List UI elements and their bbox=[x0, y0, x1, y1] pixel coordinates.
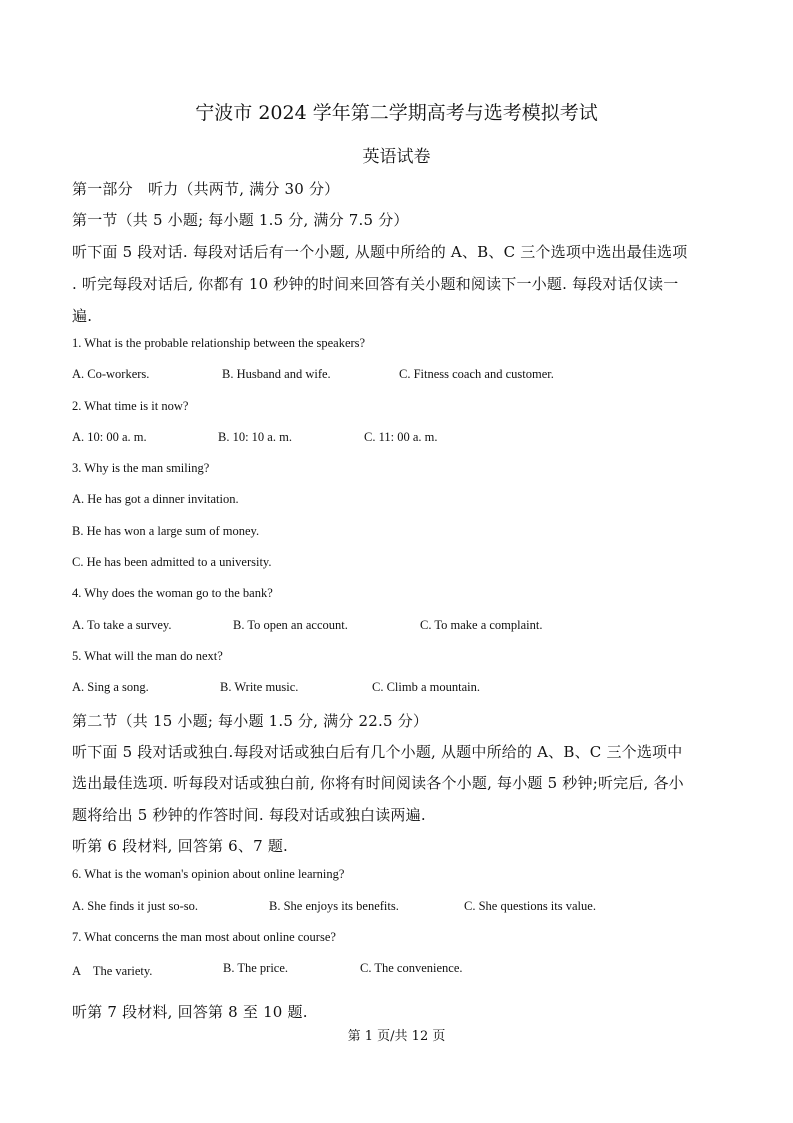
question-6: 6. What is the woman's opinion about online learning? bbox=[72, 867, 345, 881]
section1-heading: 第一节（共 5 小题; 每小题 1.5 分, 满分 7.5 分） bbox=[72, 211, 409, 229]
material-6-instruction: 听第 6 段材料, 回答第 6、7 题. bbox=[72, 837, 289, 855]
exam-title: 宁波市 2024 学年第二学期高考与选考模拟考试 bbox=[195, 102, 598, 124]
question-4: 4. Why does the woman go to the bank? bbox=[72, 586, 273, 600]
q6-option-b: B. She enjoys its benefits. bbox=[269, 899, 399, 913]
q4-option-b: B. To open an account. bbox=[233, 618, 348, 632]
q2-option-a: A. 10: 00 a. m. bbox=[72, 430, 147, 444]
question-7: 7. What concerns the man most about online course? bbox=[72, 930, 336, 944]
q1-option-c: C. Fitness coach and customer. bbox=[399, 367, 554, 381]
page-number: 第 1 页/共 12 页 bbox=[347, 1029, 446, 1044]
q5-option-b: B. Write music. bbox=[220, 680, 299, 694]
question-3: 3. Why is the man smiling? bbox=[72, 461, 210, 475]
q3-option-b: B. He has won a large sum of money. bbox=[72, 524, 260, 538]
question-2: 2. What time is it now? bbox=[72, 399, 189, 413]
section1-instruction-line: 遍. bbox=[72, 307, 93, 325]
q7-option-b: B. The price. bbox=[223, 961, 289, 975]
q7-option-c: C. The convenience. bbox=[360, 961, 463, 975]
section2-instruction-line: 听下面 5 段对话或独白.每段对话或独白后有几个小题, 从题中所给的 A、B、C 三个选项中 bbox=[72, 743, 683, 761]
section2-heading: 第二节（共 15 小题; 每小题 1.5 分, 满分 22.5 分） bbox=[72, 712, 429, 730]
exam-subtitle: 英语试卷 bbox=[362, 147, 431, 167]
q1-option-b: B. Husband and wife. bbox=[222, 367, 331, 381]
q4-option-a: A. To take a survey. bbox=[72, 618, 172, 632]
q3-option-c: C. He has been admitted to a university. bbox=[72, 555, 272, 569]
q1-option-a: A. Co-workers. bbox=[72, 367, 150, 381]
section2-instruction-line: 选出最佳选项. 听每段对话或独白前, 你将有时间阅读各个小题, 每小题 5 秒钟;听完后, 各小 bbox=[72, 774, 684, 792]
q6-option-c: C. She questions its value. bbox=[464, 899, 596, 913]
section2-instruction-line: 题将给出 5 秒钟的作答时间. 每段对话或独白读两遍. bbox=[72, 806, 426, 824]
q2-option-c: C. 11: 00 a. m. bbox=[364, 430, 438, 444]
question-1: 1. What is the probable relationship between the speakers? bbox=[72, 336, 366, 350]
section1-instruction-line: . 听完每段对话后, 你都有 10 秒钟的时间来回答有关小题和阅读下一小题. 每段对话仅读一 bbox=[72, 275, 679, 293]
q2-option-b: B. 10: 10 a. m. bbox=[218, 430, 292, 444]
q6-option-a: A. She finds it just so-so. bbox=[72, 899, 199, 913]
section1-instruction-line: 听下面 5 段对话. 每段对话后有一个小题, 从题中所给的 A、B、C 三个选项中选出最佳选项 bbox=[72, 243, 688, 261]
q5-option-a: A. Sing a song. bbox=[72, 680, 149, 694]
material-7-instruction: 听第 7 段材料, 回答第 8 至 10 题. bbox=[72, 1003, 308, 1021]
q7-option-a: A The variety. bbox=[72, 964, 153, 978]
q3-option-a: A. He has got a dinner invitation. bbox=[72, 492, 239, 506]
question-5: 5. What will the man do next? bbox=[72, 649, 223, 663]
part1-heading: 第一部分 听力（共两节, 满分 30 分） bbox=[72, 180, 340, 198]
q5-option-c: C. Climb a mountain. bbox=[372, 680, 480, 694]
q4-option-c: C. To make a complaint. bbox=[420, 618, 543, 632]
